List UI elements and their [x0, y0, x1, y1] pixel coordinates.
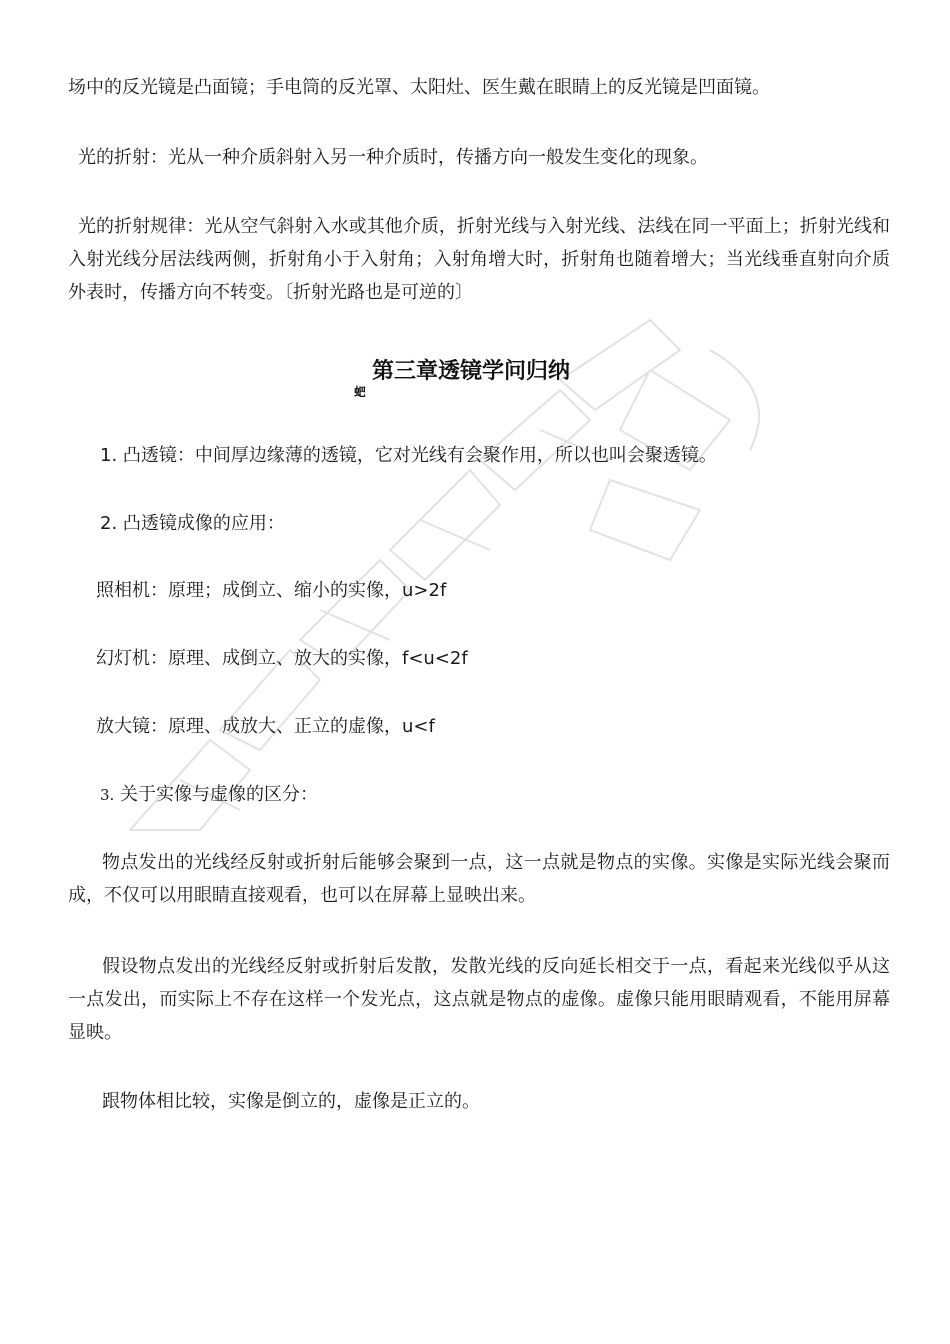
virtual-image-paragraph: 假设物点发出的光线经反射或折射后发散，发散光线的反向延长相交于一点，看起来光线似乎从这一点发出，而实际上不存在这样一个发光点，这点就是物点的虚像。虚像只能用眼睛观看，不能用屏幕显映。: [68, 956, 890, 1043]
magnifier-item: 放大镜：原理、成放大、正立的虚像，u<f: [96, 716, 435, 737]
camera-item: 照相机：原理；成倒立、缩小的实像，u>2f: [96, 580, 447, 601]
refraction-law: 光的折射规律：光从空气斜射入水或其他介质，折射光线与入射光线、法线在同一平面上；折射光线和入射光线分居法线两侧，折射角小于入射角；入射角增大时，折射角也随着增大；当光线垂直射向介质外表时，传播方向不转变。〔折射光路也是可逆的〕: [68, 216, 890, 303]
refraction-definition: 光的折射：光从一种介质斜射入另一种介质时，传播方向一般发生变化的现象。: [78, 147, 708, 168]
paragraph-reflector-line: 场中的反光镜是凸面镜；手电筒的反光罩、太阳灶、医生戴在眼睛上的反光镜是凹面镜。: [68, 77, 770, 98]
distinction-item: [100, 779, 318, 811]
application-title: 2. 凸透镜成像的应用：: [100, 513, 285, 534]
chapter-title: 第三章透镜学问归纳: [372, 359, 571, 384]
real-image-paragraph: 物点发出的光线经反射或折射后能够会聚到一点，这一点就是物点的实像。实像是实际光线会聚而成，不仅可以用眼睛直接观看，也可以在屏幕上显映出来。: [68, 852, 890, 906]
distinction-title: 关于实像与虚像的区分：: [120, 784, 319, 805]
convex-lens-item: 1. 凸透镜：中间厚边缘薄的透镜，它对光线有会聚作用，所以也叫会聚透镜。: [100, 445, 717, 466]
projector-item: 幻灯机：原理、成倒立、放大的实像，f<u<2f: [96, 648, 468, 669]
comparison-paragraph: 跟物体相比较，实像是倒立的，虚像是正立的。: [102, 1091, 480, 1112]
chapter-mark: 蚆: [354, 385, 367, 399]
distinction-number: 3.: [100, 786, 115, 804]
